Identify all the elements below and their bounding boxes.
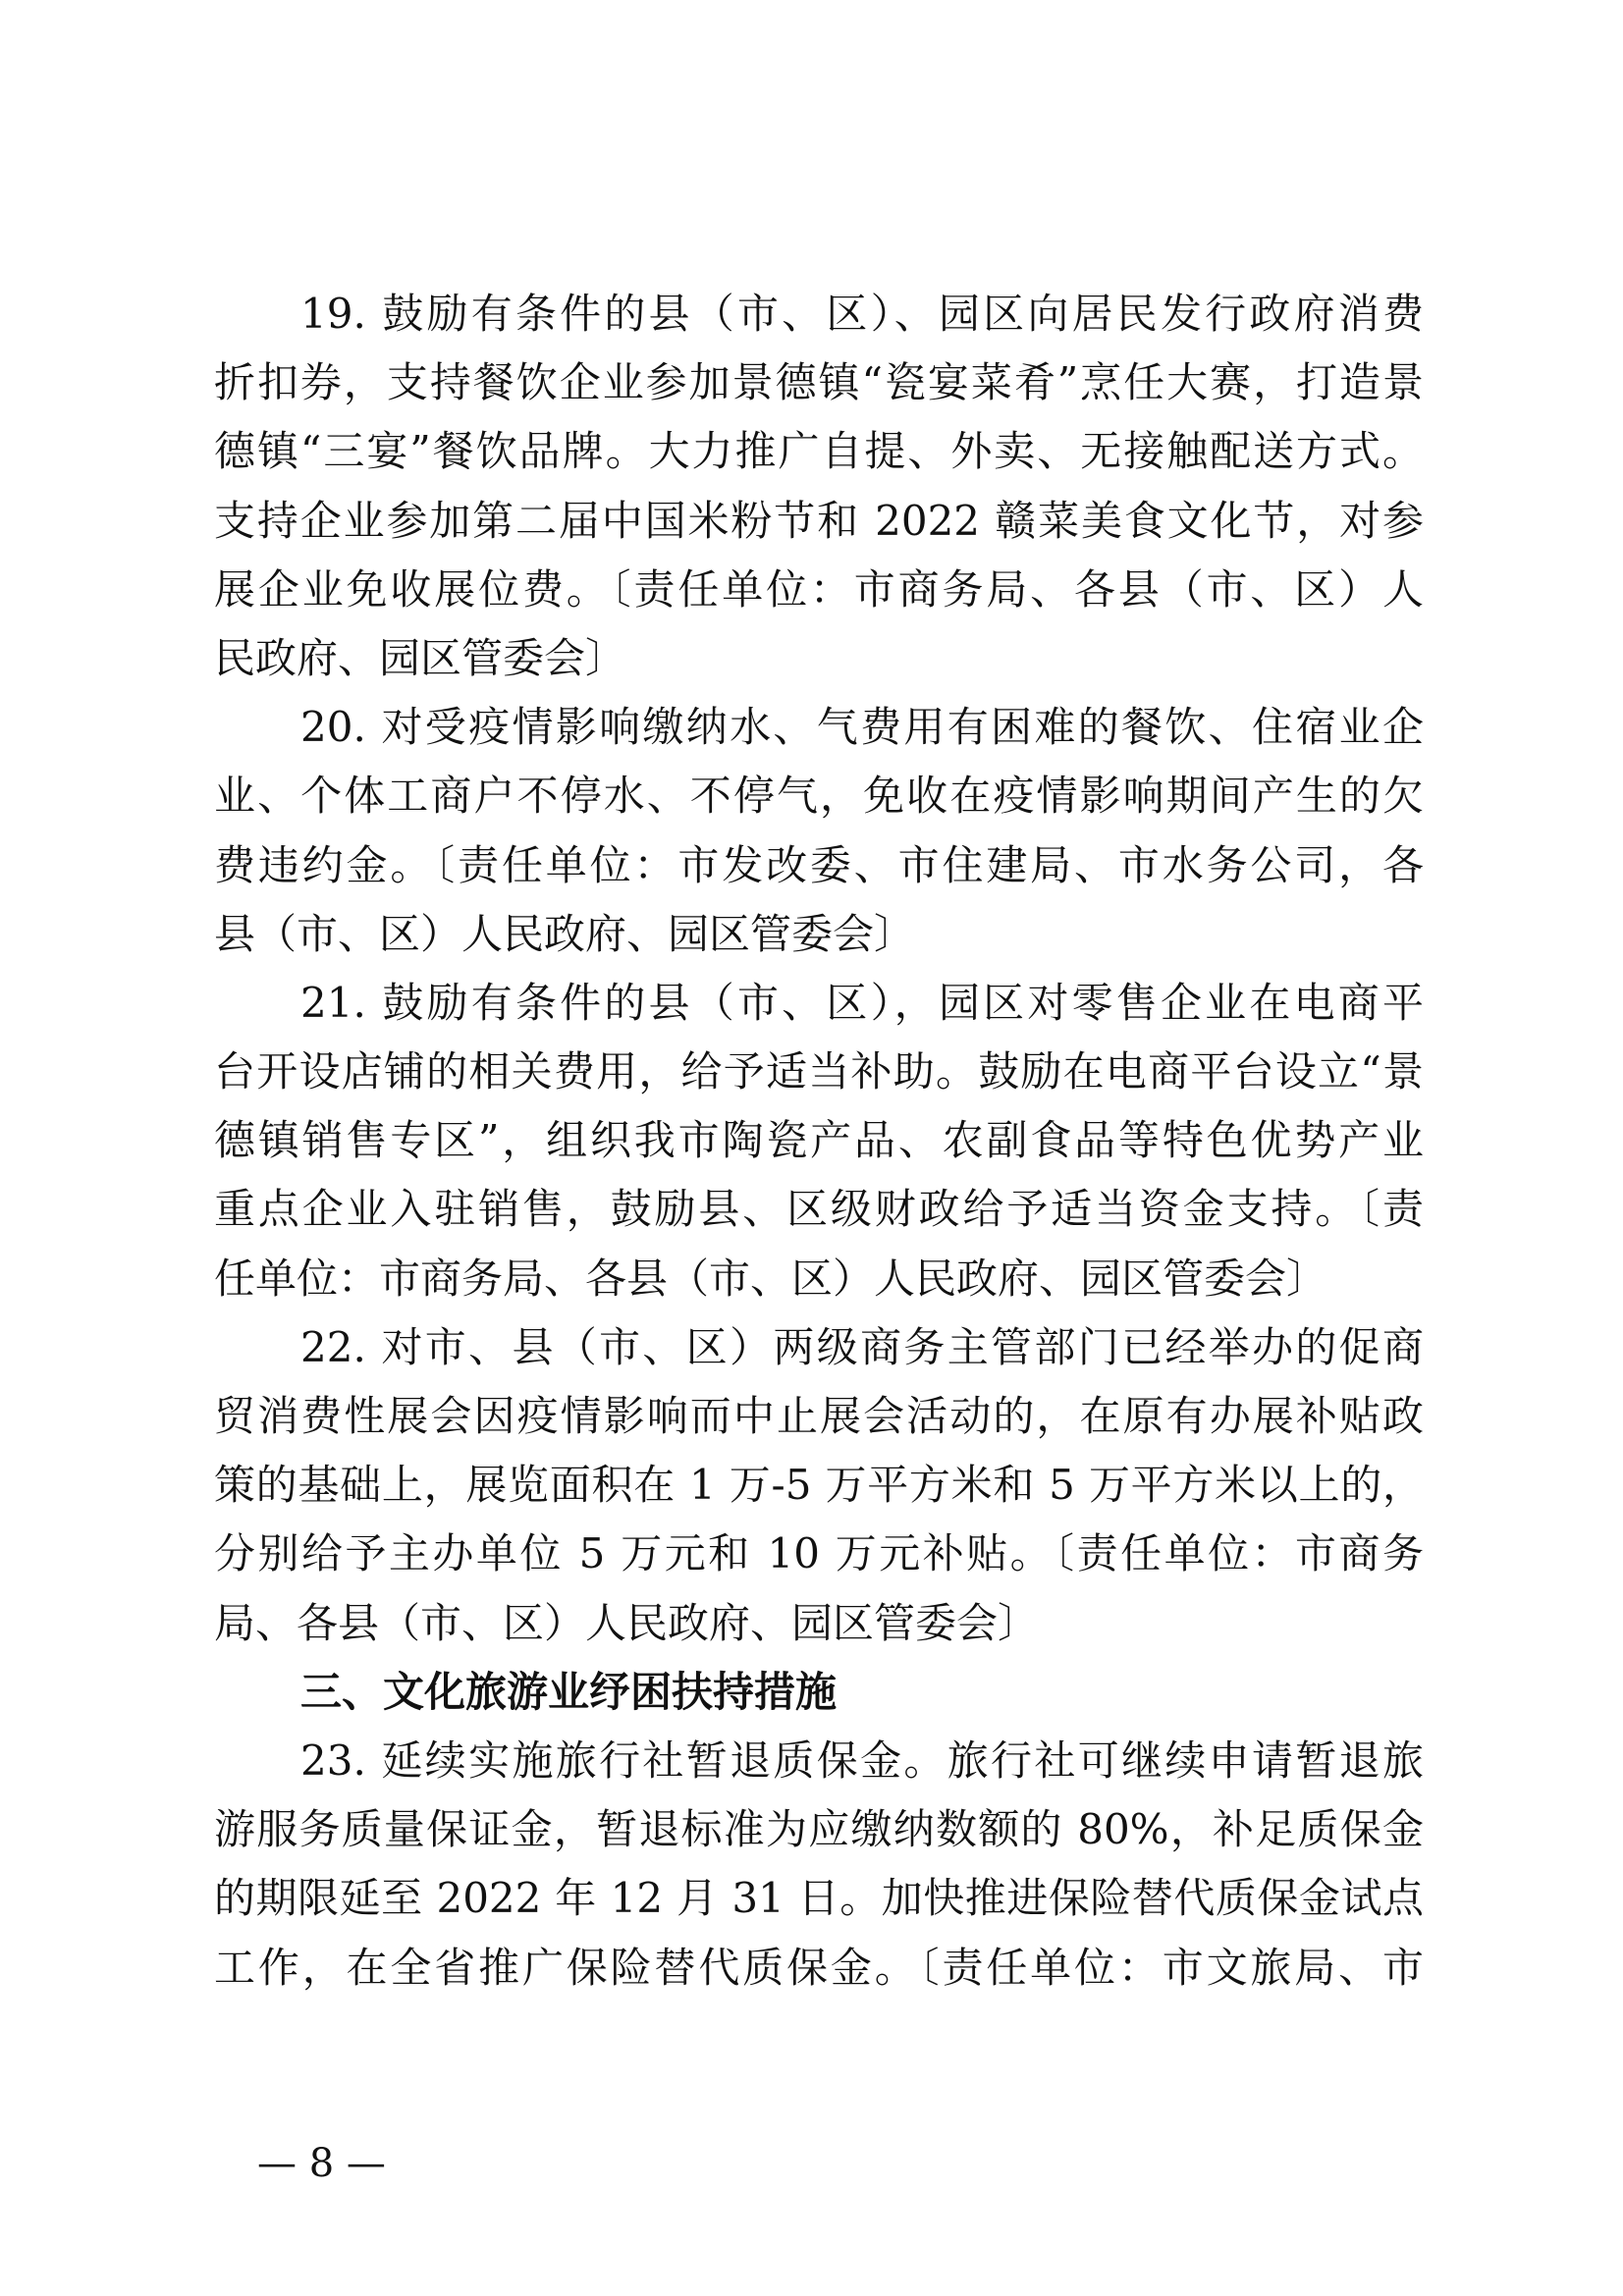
text-line: 的期限延至 2022 年 12 月 31 日。加快推进保险替代质保金试点 — [214, 1874, 1424, 1923]
policy-item — [214, 1727, 1424, 2002]
text-line: 19. 鼓励有条件的县（市、区）、园区向居民发行政府消费 — [300, 290, 1424, 338]
policy-item — [214, 969, 1424, 1313]
text-line: 民政府、园区管委会〕 — [214, 633, 627, 682]
text-line: 县（市、区）人民政府、园区管委会〕 — [214, 909, 916, 958]
text-line: 任单位：市商务局、各县（市、区）人民政府、园区管委会〕 — [214, 1254, 1328, 1303]
text-line: 分别给予主办单位 5 万元和 10 万元补贴。〔责任单位：市商务 — [214, 1529, 1424, 1578]
policy-item — [214, 1313, 1424, 1658]
text-line: 20. 对受疫情影响缴纳水、气费用有困难的餐饮、住宿业企 — [300, 703, 1424, 752]
text-line: 重点企业入驻销售，鼓励县、区级财政给予适当资金支持。〔责 — [214, 1185, 1424, 1234]
text-line: 23. 延续实施旅行社暂退质保金。旅行社可继续申请暂退旅 — [300, 1735, 1424, 1785]
text-line: 台开设店铺的相关费用，给予适当补助。鼓励在电商平台设立“景 — [214, 1047, 1424, 1096]
text-line: 德镇“三宴”餐饮品牌。大力推广自提、外卖、无接触配送方式。 — [214, 427, 1424, 476]
text-line: 费违约金。〔责任单位：市发改委、市住建局、市水务公司，各 — [214, 840, 1424, 889]
text-line: 工作，在全省推广保险替代质保金。〔责任单位：市文旅局、市 — [214, 1943, 1424, 1992]
page-number: — 8 — — [257, 2141, 386, 2186]
text-line: 业、个体工商户不停水、不停气，免收在疫情影响期间产生的欠 — [214, 772, 1424, 821]
text-line: 策的基础上，展览面积在 1 万-5 万平方米和 5 万平方米以上的， — [214, 1461, 1424, 1510]
policy-item — [214, 693, 1424, 969]
text-line: 贸消费性展会因疫情影响而中止展会活动的，在原有办展补贴政 — [214, 1392, 1424, 1440]
text-line: 德镇销售专区”，组织我市陶瓷产品、农副食品等特色优势产业 — [214, 1116, 1424, 1165]
text-line: 支持企业参加第二届中国米粉节和 2022 赣菜美食文化节，对参 — [214, 496, 1424, 545]
text-line: 展企业免收展位费。〔责任单位：市商务局、各县（市、区）人 — [214, 564, 1424, 614]
policy-item — [214, 280, 1424, 693]
text-line: 21. 鼓励有条件的县（市、区），园区对零售企业在电商平 — [300, 978, 1424, 1027]
text-line: 22. 对市、县（市、区）两级商务主管部门已经举办的促商 — [300, 1322, 1424, 1371]
text-line: 三、文化旅游业纾困扶持措施 — [300, 1667, 838, 1716]
document-body — [214, 280, 1424, 2002]
text-line: 局、各县（市、区）人民政府、园区管委会〕 — [214, 1598, 1040, 1647]
text-line: 折扣券，支持餐饮企业参加景德镇“瓷宴菜肴”烹任大赛，打造景 — [214, 358, 1424, 407]
section-heading — [214, 1658, 1424, 1727]
text-line: 游服务质量保证金，暂退标准为应缴纳数额的 80%，补足质保金 — [214, 1805, 1424, 1854]
